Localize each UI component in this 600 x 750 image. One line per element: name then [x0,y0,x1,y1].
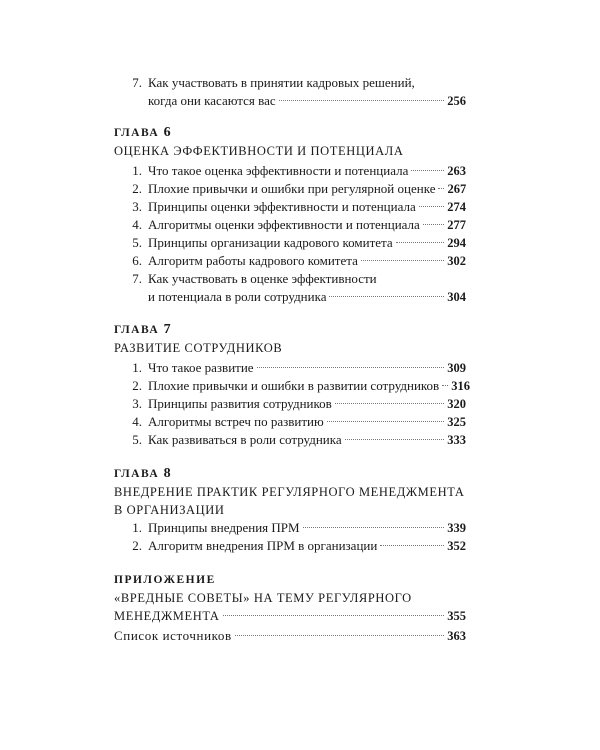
entry-number: 2. [132,378,142,393]
page-number: 263 [447,164,466,178]
dot-leader [223,615,445,616]
entry-number: 3. [132,199,142,214]
dot-leader [411,170,444,171]
toc-entry[interactable] [114,537,466,555]
chapter-title[interactable] [114,483,466,519]
chapter-word: ГЛАВА [114,468,160,480]
entry-title: Плохие привычки и ошибки в развитии сотрудников [148,378,440,393]
page-number: 267 [447,182,467,196]
toc-entry[interactable] [114,413,466,431]
entry-number: 2. [132,181,142,196]
table-of-contents [114,74,470,645]
entry-title-line2: когда они касаются вас [148,93,276,108]
entry-title: Принципы организации кадрового комитета [148,235,393,250]
page-number: 316 [451,379,470,393]
entry-title: Принципы внедрения ПРМ [148,520,300,535]
dot-leader [345,439,445,440]
chapter-title-line2: В ОРГАНИЗАЦИИ [114,503,225,517]
chapter-label [114,321,466,339]
appendix-label: ПРИЛОЖЕНИЕ [114,574,216,586]
toc-entry[interactable] [114,519,466,537]
chapter-title[interactable]: ОЦЕНКА ЭФФЕКТИВНОСТИ И ПОТЕНЦИАЛА [114,144,404,158]
toc-entry[interactable] [114,395,466,413]
entry-number: 6. [132,253,142,268]
dot-leader [327,421,445,422]
page-number: 325 [447,415,466,429]
toc-entry[interactable] [114,234,466,252]
dot-leader [380,545,444,546]
entry-number: 3. [132,396,142,411]
page-number: 302 [447,254,466,268]
dot-leader [361,260,444,261]
page-number: 363 [447,629,466,643]
chapter-number: 6 [163,125,171,140]
toc-entry[interactable] [114,198,466,216]
page-number: 256 [447,94,466,108]
page-number: 274 [447,200,466,214]
chapter-word: ГЛАВА [114,127,160,139]
dot-leader [329,296,444,297]
chapter-title[interactable]: РАЗВИТИЕ СОТРУДНИКОВ [114,341,283,355]
dot-leader [442,385,448,386]
toc-entry[interactable] [114,74,466,110]
toc-entry[interactable] [114,162,466,180]
sources-title: Список источников [114,628,232,643]
entry-title: Что такое развитие [148,360,254,375]
entry-title: Алгоритмы оценки эффективности и потенциала [148,217,420,232]
entry-number: 5. [132,432,142,447]
entry-number: 5. [132,235,142,250]
entry-number: 4. [132,414,142,429]
page-number: 304 [447,290,466,304]
entry-title: Принципы развития сотрудников [148,396,332,411]
dot-leader [423,224,444,225]
entry-title: Алгоритм внедрения ПРМ в организации [148,538,378,553]
page-number: 309 [447,361,466,375]
chapter-number: 8 [163,466,171,481]
sources-entry[interactable] [114,627,466,645]
chapter-title-line1: ВНЕДРЕНИЕ ПРАКТИК РЕГУЛЯРНОГО МЕНЕДЖМЕНТА [114,485,465,499]
entry-title-line2: и потенциала в роли сотрудника [148,289,327,304]
entry-number: 2. [132,538,142,553]
chapter-8 [114,465,466,555]
appendix [114,571,466,625]
dot-leader [396,242,445,243]
entry-number: 1. [132,360,142,375]
dot-leader [419,206,445,207]
appendix-title[interactable] [114,589,466,625]
toc-entry[interactable] [114,431,466,449]
dot-leader [235,635,444,636]
toc-entry[interactable] [114,270,466,306]
page-number: 277 [447,218,466,232]
dot-leader [438,188,444,189]
entry-number: 1. [132,520,142,535]
entry-number: 1. [132,163,142,178]
entry-title: Что такое оценка эффективности и потенциала [148,163,409,178]
dot-leader [335,403,444,404]
appendix-title-line2: МЕНЕДЖМЕНТА [114,609,220,623]
dot-leader [257,367,445,368]
toc-entry[interactable] [114,377,470,395]
toc-entry[interactable] [114,216,466,234]
entry-title: Алгоритм работы кадрового комитета [148,253,358,268]
entry-title: Как развиваться в роли сотрудника [148,432,342,447]
toc-entry[interactable] [114,180,466,198]
page-number: 320 [447,397,466,411]
entry-title: Плохие привычки и ошибки при регулярной оценке [148,181,436,196]
page-number: 294 [447,236,466,250]
appendix-title-line1: «ВРЕДНЫЕ СОВЕТЫ» НА ТЕМУ РЕГУЛЯРНОГО [114,591,412,605]
entry-title-line1: Как участвовать в принятии кадровых решений, [148,75,415,90]
page-number: 339 [447,521,466,535]
dot-leader [279,100,445,101]
entry-number: 7. [132,75,142,90]
entry-title: Алгоритмы встреч по развитию [148,414,324,429]
chapter-word: ГЛАВА [114,324,160,336]
page-number: 333 [447,433,466,447]
toc-entry[interactable] [114,359,466,377]
chapter-number: 7 [163,322,171,337]
chapter-7 [114,321,470,449]
toc-entry[interactable] [114,252,466,270]
chapter-label [114,465,466,483]
dot-leader [303,527,445,528]
entry-title-line1: Как участвовать в оценке эффективности [148,271,377,286]
chapter-6 [114,124,466,306]
entry-title: Принципы оценки эффективности и потенциала [148,199,416,214]
page-number: 352 [447,539,466,553]
entry-number: 7. [132,271,142,286]
page-number: 355 [447,609,466,623]
chapter-label [114,124,466,142]
entry-number: 4. [132,217,142,232]
